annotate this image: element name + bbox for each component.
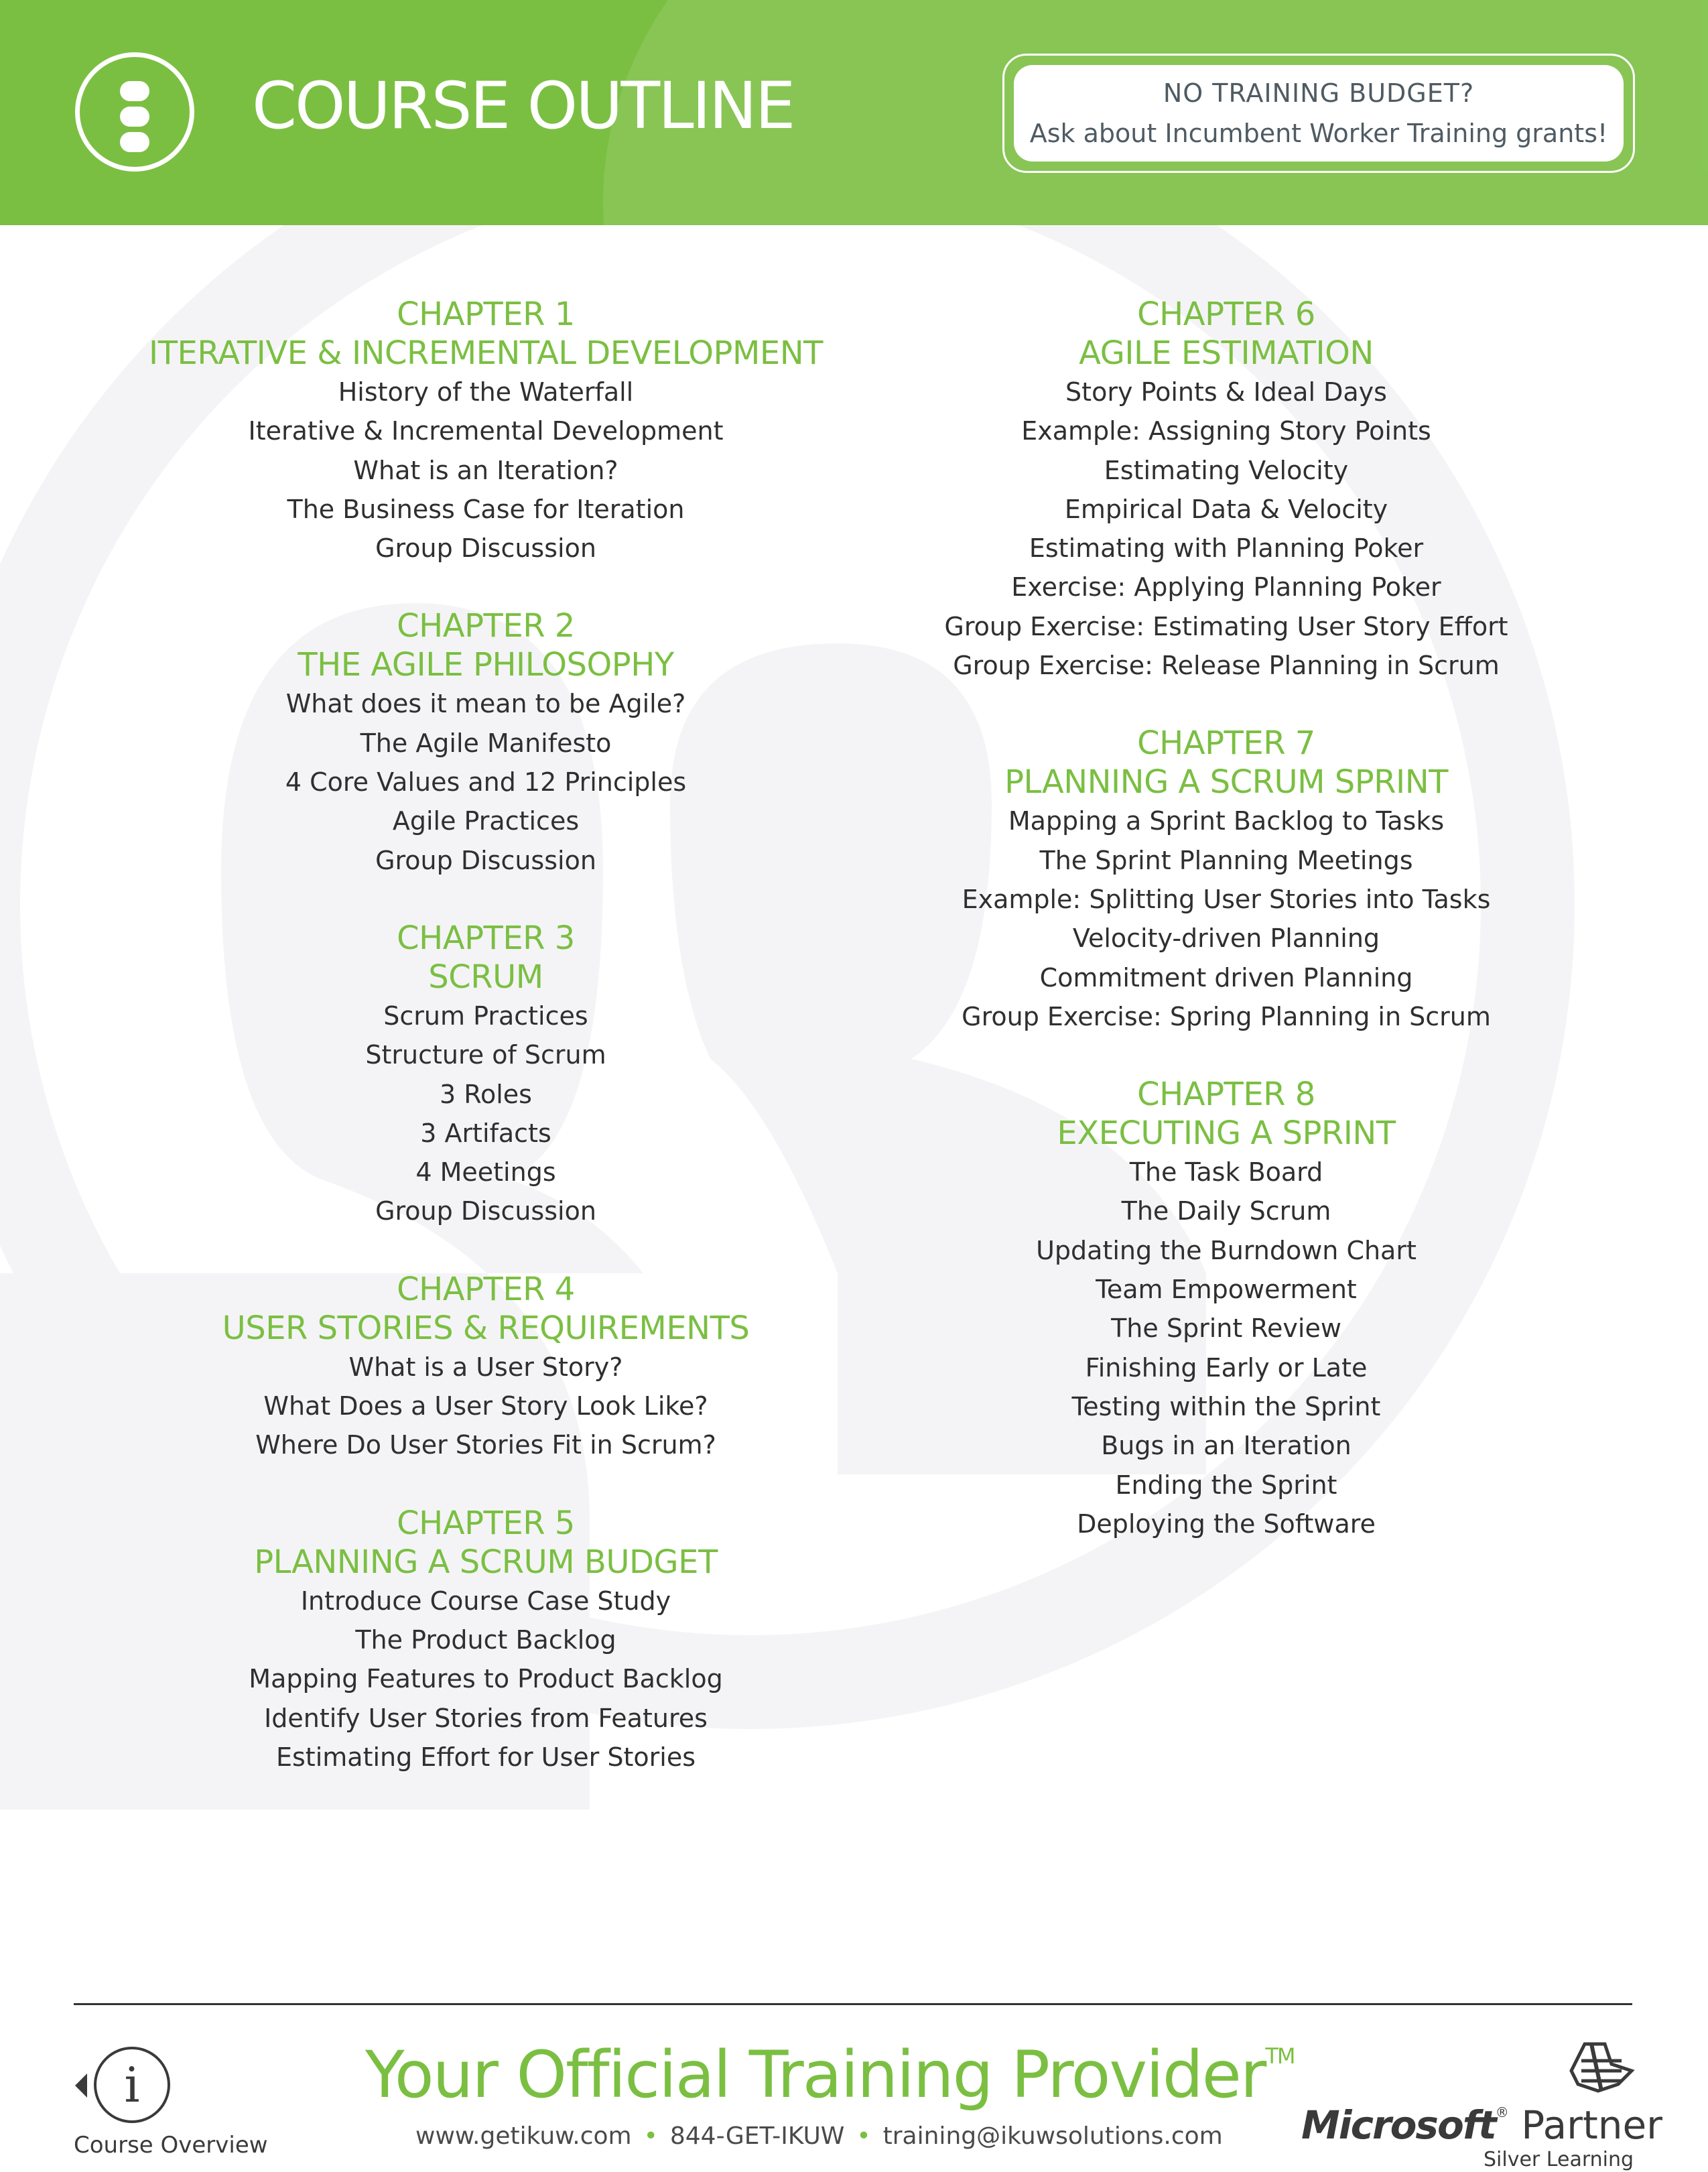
- back-arrow-icon[interactable]: [75, 2073, 87, 2098]
- course-overview-link[interactable]: Course Overview: [74, 2132, 268, 2159]
- topic-item: Introduce Course Case Study: [300, 1586, 671, 1616]
- chapter-number: CHAPTER 8: [1137, 1076, 1315, 1114]
- contact-line: [415, 2119, 1223, 2154]
- topic-item: The Sprint Planning Meetings: [1039, 845, 1413, 875]
- topic-item: The Agile Manifesto: [360, 728, 612, 758]
- chapter-number: CHAPTER 2: [397, 607, 575, 645]
- topic-item: History of the Waterfall: [338, 377, 634, 407]
- chapter-title: PLANNING A SCRUM BUDGET: [254, 1543, 718, 1581]
- topic-list: [962, 802, 1491, 1036]
- topic-item: Team Empowerment: [1096, 1275, 1357, 1305]
- promo-box: [1014, 65, 1624, 162]
- topic-list: [255, 1348, 716, 1465]
- topic-item: Velocity-driven Planning: [1072, 923, 1380, 954]
- footer-divider: [74, 2003, 1632, 2005]
- chapter-block: [285, 606, 686, 879]
- email-link[interactable]: training@ikuwsolutions.com: [882, 2122, 1223, 2150]
- tagline: [365, 2037, 1295, 2112]
- topic-item: Identify User Stories from Features: [264, 1703, 708, 1733]
- topic-item: The Product Backlog: [355, 1624, 616, 1655]
- topic-item: Mapping a Sprint Backlog to Tasks: [1008, 806, 1445, 836]
- promo-text: Ask about Incumbent Worker Training grants!: [1029, 119, 1608, 148]
- info-icon[interactable]: i: [94, 2047, 170, 2123]
- chapter-title: ITERATIVE & INCREMENTAL DEVELOPMENT: [149, 334, 823, 372]
- topic-list: [285, 684, 686, 879]
- topic-item: Finishing Early or Late: [1085, 1352, 1368, 1383]
- chapter-number: CHAPTER 6: [1137, 296, 1315, 333]
- microsoft-partner-wordmark: [1301, 2102, 1662, 2148]
- chapter-number: CHAPTER 7: [1137, 724, 1315, 763]
- chapter-block: [249, 1504, 722, 1777]
- topic-item: 3 Artifacts: [420, 1118, 551, 1148]
- topic-item: 4 Core Values and 12 Principles: [285, 767, 687, 797]
- phone-number[interactable]: 844-GET-IKUW: [669, 2122, 845, 2150]
- chapter-block: [149, 295, 823, 568]
- topic-item: Scrum Practices: [383, 1001, 588, 1031]
- topic-list: [249, 1582, 722, 1777]
- topic-item: What does it mean to be Agile?: [285, 689, 686, 719]
- dot-bottom: [120, 132, 149, 152]
- chapter-title: USER STORIES & REQUIREMENTS: [222, 1309, 750, 1347]
- topic-item: What Does a User Story Look Like?: [263, 1391, 708, 1421]
- topic-item: Estimating Velocity: [1104, 455, 1349, 485]
- topic-item: Group Exercise: Estimating User Story Effort: [944, 611, 1508, 641]
- topic-item: What is a User Story?: [348, 1352, 623, 1382]
- chapter-title: EXECUTING A SPRINT: [1057, 1114, 1396, 1153]
- topic-item: Mapping Features to Product Backlog: [249, 1664, 723, 1694]
- chapter-number: CHAPTER 5: [397, 1504, 575, 1542]
- topic-item: Commitment driven Planning: [1039, 962, 1413, 993]
- topic-item: The Daily Scrum: [1121, 1196, 1331, 1226]
- topic-item: Agile Practices: [392, 806, 580, 836]
- microsoft-partner-logo-icon: [1565, 2037, 1638, 2104]
- chapter-number: CHAPTER 1: [397, 296, 575, 333]
- vertical-dots-icon[interactable]: [75, 52, 194, 172]
- topic-item: 4 Meetings: [415, 1157, 556, 1188]
- topic-item: Iterative & Incremental Development: [248, 416, 724, 446]
- partner-word: Partner: [1521, 2102, 1662, 2148]
- promo-callout: [1002, 54, 1635, 173]
- promo-title: NO TRAINING BUDGET?: [1163, 78, 1475, 108]
- microsoft-word: Microsoft: [1301, 2102, 1496, 2148]
- topic-list: [944, 373, 1508, 685]
- topic-item: Bugs in an Iteration: [1101, 1431, 1352, 1461]
- registered-mark: ®: [1495, 2104, 1509, 2120]
- tagline-text: Your Official Training Provider: [365, 2037, 1266, 2112]
- chapter-block: [962, 724, 1491, 1036]
- website-link[interactable]: www.getikuw.com: [415, 2122, 632, 2150]
- dot-middle: [120, 107, 149, 127]
- topic-item: Structure of Scrum: [365, 1040, 606, 1070]
- trademark-mark: TM: [1265, 2043, 1295, 2069]
- topic-item: The Task Board: [1129, 1157, 1323, 1188]
- topic-list: [365, 997, 606, 1231]
- topic-item: Story Points & Ideal Days: [1065, 377, 1387, 407]
- chapter-block: [1036, 1075, 1417, 1543]
- topic-item: Empirical Data & Velocity: [1064, 494, 1388, 524]
- topic-item: Testing within the Sprint: [1071, 1391, 1381, 1421]
- topic-list: [1036, 1153, 1417, 1543]
- chapter-title: PLANNING A SCRUM SPRINT: [1004, 763, 1448, 802]
- topic-item: Group Exercise: Spring Planning in Scrum: [962, 1001, 1491, 1031]
- topic-item: Group Discussion: [375, 1196, 596, 1226]
- topic-item: 3 Roles: [440, 1079, 532, 1109]
- topic-item: Estimating Effort for User Stories: [276, 1742, 696, 1772]
- chapter-number: CHAPTER 3: [397, 919, 575, 957]
- separator: •: [856, 2122, 871, 2150]
- chapter-title: THE AGILE PHILOSOPHY: [298, 646, 674, 684]
- chapter-title: AGILE ESTIMATION: [1079, 334, 1374, 372]
- chapter-block: [944, 295, 1508, 685]
- chapter-block: [222, 1270, 750, 1465]
- partner-level: Silver Learning: [1484, 2148, 1634, 2171]
- topic-item: What is an Iteration?: [353, 455, 618, 485]
- chapter-block: [365, 919, 606, 1231]
- topic-item: Updating the Burndown Chart: [1036, 1235, 1417, 1265]
- topic-item: Example: Assigning Story Points: [1021, 416, 1431, 446]
- outline-column-right: [851, 295, 1601, 1543]
- topic-item: Group Discussion: [375, 533, 596, 564]
- topic-item: Group Discussion: [375, 845, 596, 875]
- topic-item: Estimating with Planning Poker: [1029, 533, 1424, 564]
- outline-column-left: [111, 295, 861, 1777]
- topic-item: Where Do User Stories Fit in Scrum?: [255, 1430, 716, 1460]
- topic-item: Example: Splitting User Stories into Tasks: [962, 884, 1491, 914]
- topic-item: Deploying the Software: [1077, 1509, 1376, 1539]
- topic-item: Exercise: Applying Planning Poker: [1011, 572, 1441, 602]
- separator: •: [643, 2122, 658, 2150]
- dot-top: [120, 81, 149, 101]
- topic-item: The Sprint Review: [1111, 1314, 1341, 1344]
- topic-item: The Business Case for Iteration: [287, 494, 685, 524]
- page-header: [0, 0, 1708, 225]
- chapter-title: SCRUM: [428, 958, 543, 996]
- topic-list: [249, 373, 724, 568]
- page-title: COURSE OUTLINE: [252, 68, 794, 143]
- topic-item: Group Exercise: Release Planning in Scrum: [953, 651, 1500, 681]
- chapter-number: CHAPTER 4: [397, 1270, 575, 1308]
- topic-item: Ending the Sprint: [1115, 1470, 1337, 1500]
